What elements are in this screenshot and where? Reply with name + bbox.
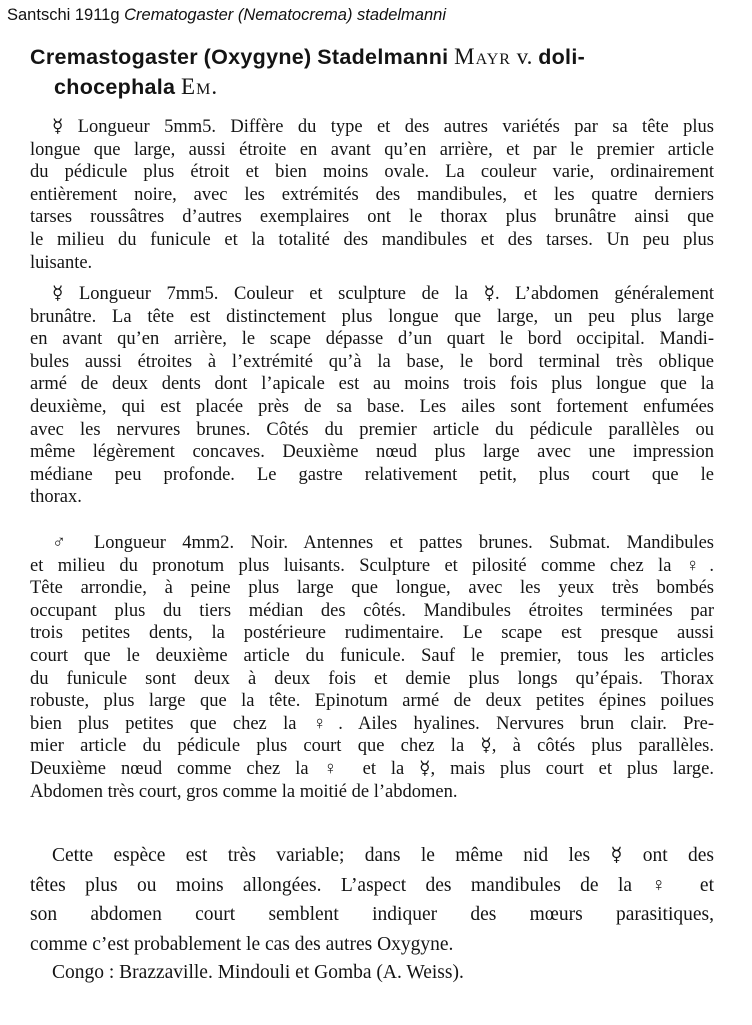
title-line-1	[30, 42, 720, 72]
title-variety-author: Em.	[181, 74, 219, 99]
text-line: du funicule sont deux à deux fois et demie plus longs qu’épais. Thorax	[30, 668, 714, 689]
text-line: en avant qu’en arrière, le scape dépasse d’un quart le bord occipital. Mandi-	[30, 329, 714, 350]
text-line: brunâtre. La tête est distinctement plus longue que large, un peu plus large	[30, 306, 714, 327]
text-line: Cette espèce est très variable; dans le même nid les ☿ ont des	[52, 845, 714, 866]
text-line: son abdomen court semblent indiquer des mœurs parasitiques,	[30, 904, 714, 925]
text-line: tarses roussâtres d’autres exemplaires ont le thorax plus brunâtre ainsi que	[30, 207, 714, 228]
male-description	[30, 532, 714, 803]
text-line: têtes plus ou moins allongées. L’aspect des mandibules de la ♀ et	[30, 874, 714, 896]
text-line: deuxième, qui est placée près de sa base. Les ailes sont fortement enfumées	[30, 396, 714, 417]
title-line-2	[30, 72, 720, 102]
text-line: court que le deuxième article du funicule. Sauf le premier, tous les articles	[30, 645, 714, 666]
text-line: bules aussi étroites à l’extrémité qu’à la base, le bord terminal très oblique	[30, 351, 714, 372]
remarks-paragraph	[30, 841, 714, 959]
header-citation: Santschi 1911g	[7, 6, 120, 24]
text-line: ♂ Longueur 4mm2. Noir. Antennes et pattes brunes. Submat. Mandibules	[52, 533, 714, 553]
text-line: le milieu du funicule et la totalité des mandibules et des tarses. Un peu plus	[30, 229, 714, 250]
title-subgenus: (Oxygyne)	[203, 45, 312, 69]
page-header	[7, 6, 446, 25]
text-line: du pédicule plus étroit et bien moins ovale. La couleur varie, ordinairement	[30, 162, 714, 183]
title-variety-part1: doli-	[538, 45, 586, 69]
text-line: entièrement noire, avec les extrémités des mandibules, et les quatre derniers	[30, 184, 714, 205]
text-line: luisante.	[30, 252, 93, 273]
text-line: ☿ Longueur 5mm5. Diffère du type et des autres variétés par sa tête plus	[52, 117, 714, 137]
text-line: bien plus petites que chez la ♀. Ailes hyalines. Nervures brun clair. Pre-	[30, 713, 714, 734]
text-line: trois petites dents, la postérieure rudimentaire. Le scape est presque aussi	[30, 623, 714, 644]
text-line: même légèrement concaves. Deuxième nœud plus large avec une impression	[30, 442, 714, 463]
text-line: et milieu du pronotum plus luisants. Sculpture et pilosité comme chez la ♀.	[30, 555, 714, 576]
text-line: Tête arrondie, à peine plus large que longue, avec les yeux très bombés	[30, 578, 714, 599]
taxon-title	[30, 42, 720, 102]
text-line: armé de deux dents dont l’apicale est au moins trois fois plus longue que la	[30, 374, 714, 395]
title-genus: Cremastogaster	[30, 45, 198, 69]
text-line: thorax.	[30, 487, 82, 508]
text-line: Congo : Brazzaville. Mindouli et Gomba (A. Weiss).	[52, 962, 464, 983]
text-line: ☿ Longueur 7mm5. Couleur et sculpture de la ☿. L’abdomen généralement	[52, 284, 714, 304]
text-line: Abdomen très court, gros comme la moitié de l’abdomen.	[30, 781, 458, 802]
text-line: longue que large, aussi étroite en avant qu’en arrière, et par le premier article	[30, 139, 714, 160]
text-line: avec les nervures brunes. Côtés du premier article du pédicule parallèles ou	[30, 419, 714, 440]
header-species: Crematogaster (Nematocrema) stadelmanni	[124, 6, 446, 24]
worker-description	[30, 116, 714, 274]
title-variety-part2: chocephala	[54, 75, 176, 99]
text-line: robuste, plus large que la tête. Epinotum armé de deux petites épines poilues	[30, 691, 714, 712]
title-variety-marker: v.	[516, 44, 533, 69]
text-line: mier article du pédicule plus court que chez la ☿, à côtés plus parallèles.	[30, 736, 714, 757]
locality-paragraph	[30, 958, 714, 988]
text-line: médiane peu profonde. Le gastre relativement petit, plus court que le	[30, 464, 714, 485]
text-line: Deuxième nœud comme chez la ♀ et la ☿, mais plus court et plus large.	[30, 758, 714, 779]
title-author: Mayr	[454, 44, 511, 69]
text-line: comme c’est probablement le cas des autres Oxygyne.	[30, 933, 454, 955]
text-line: occupant plus du tiers médian des côtés. Mandibules étroites terminées par	[30, 600, 714, 621]
title-species: Stadelmanni	[317, 45, 449, 69]
female-description	[30, 283, 714, 509]
